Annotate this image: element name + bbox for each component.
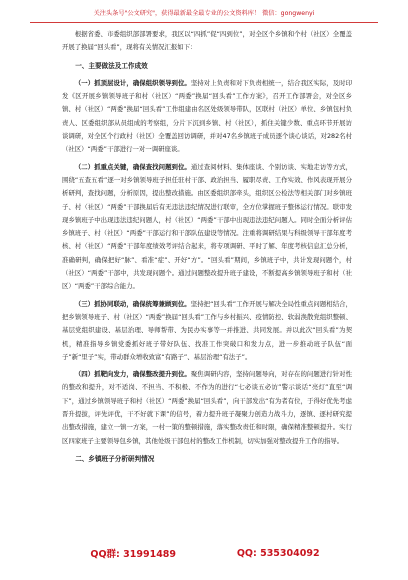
item-2-paragraph bbox=[62, 161, 352, 294]
footer-qq-group: QQ群: 31991489 bbox=[90, 549, 177, 560]
section-1-title: 一、主要做法及工作成效 bbox=[75, 61, 148, 70]
item-2-text: 通过查阅材料、集体座谈、个别访谈、实地走访等方式，围绕“五查五看”逐一对乡镇领导班子担任驻村干部、政治担当、履职尽责、工作实效、作风表现开展分析研判，查找问题，分析原因，提出整改措施。由区委组织部牵头，组织区公检法等相关部门对乡镇班子、村（社区）“两委”干部换届后有无违法违纪情况进行联审，全方位掌握班子整体运行情况。联审发现乡镇班子中出现违法违纪问题人，村（社区）“两委”干部中出现违法违纪问题人。同时全面分析评估乡镇班子、村（社区）“两委”干部运行和干部队伍建设等情况。注重将调研结果与科级领导干部年度考核、村（社区）“两委”干部年度绩效考评结合起来，将专项调研、平时了解、年度考核信息汇总分析，准确研判，确保把好“脉”、看准“症”、开好“方”。“回头看”期间，乡镇班子中，共计发现问题个，村（社区）“两委”干部中，共发现问题个。通过问题整改提升班子建设，不断提高乡镇领导班子和村（社区）“两委”干部综合能力。 bbox=[62, 162, 352, 291]
item-4-lead: （四）抓靶向发力，确保整改提升到位。 bbox=[74, 370, 191, 379]
item-3-lead: （三）抓协同联动，确保统筹兼顾到位。 bbox=[74, 299, 191, 308]
item-4-paragraph bbox=[62, 368, 352, 448]
footer-qq: QQ: 535304092 bbox=[236, 547, 320, 559]
section-2-title: 二、乡镇班子分析研判情况 bbox=[75, 454, 155, 463]
header-banner: 关注头条号"公文研究"，获得最新最全最专业的公文资料库！ 微信：gongwenyi bbox=[93, 10, 315, 17]
intro-paragraph: 根据省委、市委组织部部署要求，我区以“四抓”促“四到位”，对全区个乡镇和个村（社区）全覆盖开展了换届“回头看”，现将有关情况汇报如下： bbox=[62, 30, 352, 52]
item-1-lead: （一）抓顶层设计，确保组织领导到位。 bbox=[74, 78, 191, 87]
document-body bbox=[62, 28, 352, 466]
item-1-text: 坚持对上负责和对下负责相统一，结合我区实际，及时印发《区开展乡镇领导班子和村（社区）“两委”换届“回头看”工作方案》，召开工作部署会，对全区乡镇、村（社区）“两委”换届“回头看”工作组建由名区处级领导带队，区联村（社区）单位、乡镇包村负责人、区委组织部从员组成的考察组，分片下沉到乡镇、村（社区），抓住关键少数、重点环节开展访谈调研，对全区个行政村（社区）全覆盖回访调研，并对47名乡镇班子成员逐个谈心谈话，对282名村（社区）“两委”干部进行一对一调研座谈。 bbox=[62, 78, 352, 154]
item-3-text: 坚持把“回头看”工作开展与解决全局性重点问题相结合，把乡镇领导班子、村（社区）“两委”换届“回头看”工作与乡村振兴、疫情防控、软弱涣散党组织整顿、基层党组织建设、基层治理、导师帮带、为民办实事等一并推进、共同发展。并以此次“回头看”为契机，精准指导乡镇党委抓好班子带好队伍、找准工作突破口和发力点，进一步推动班子队伍“面子”新“里子”实，带动群众增收致富“有路子”、基层治理“有法子”。 bbox=[62, 299, 353, 361]
item-2-lead: （二）抓重点关键，确保查找问题到位。 bbox=[74, 162, 191, 171]
header-divider bbox=[30, 22, 378, 23]
item-4-text: 聚焦调研内容，坚持问题导向，对存在的问题进行针对性的整改和提升，对不适岗、不担当、不积极、不作为的进行“七必谈五必访”警示谈话“亮灯”直至“调下”，通过乡镇领导班子和村（社区）“两委”换届“回头看”，向干部发出“有为者有位，于得好优先考虑晋升提拔，评先评优，干不好就下课”的信号，着力提升班子凝聚力创造力战斗力，逐镇、逐村研究提出整改措施，建立一镇一方案，一村一策的整顿措施，落实整改责任和时限，确保精准整顿提升。实行区四家班子主要领导包乡镇，其他处级干部包村的整改工作机制，切实加强对整改提升工作的指导。 bbox=[62, 370, 352, 445]
item-1-paragraph bbox=[62, 77, 352, 157]
item-3-paragraph bbox=[62, 298, 352, 364]
footer-contact bbox=[60, 543, 350, 563]
